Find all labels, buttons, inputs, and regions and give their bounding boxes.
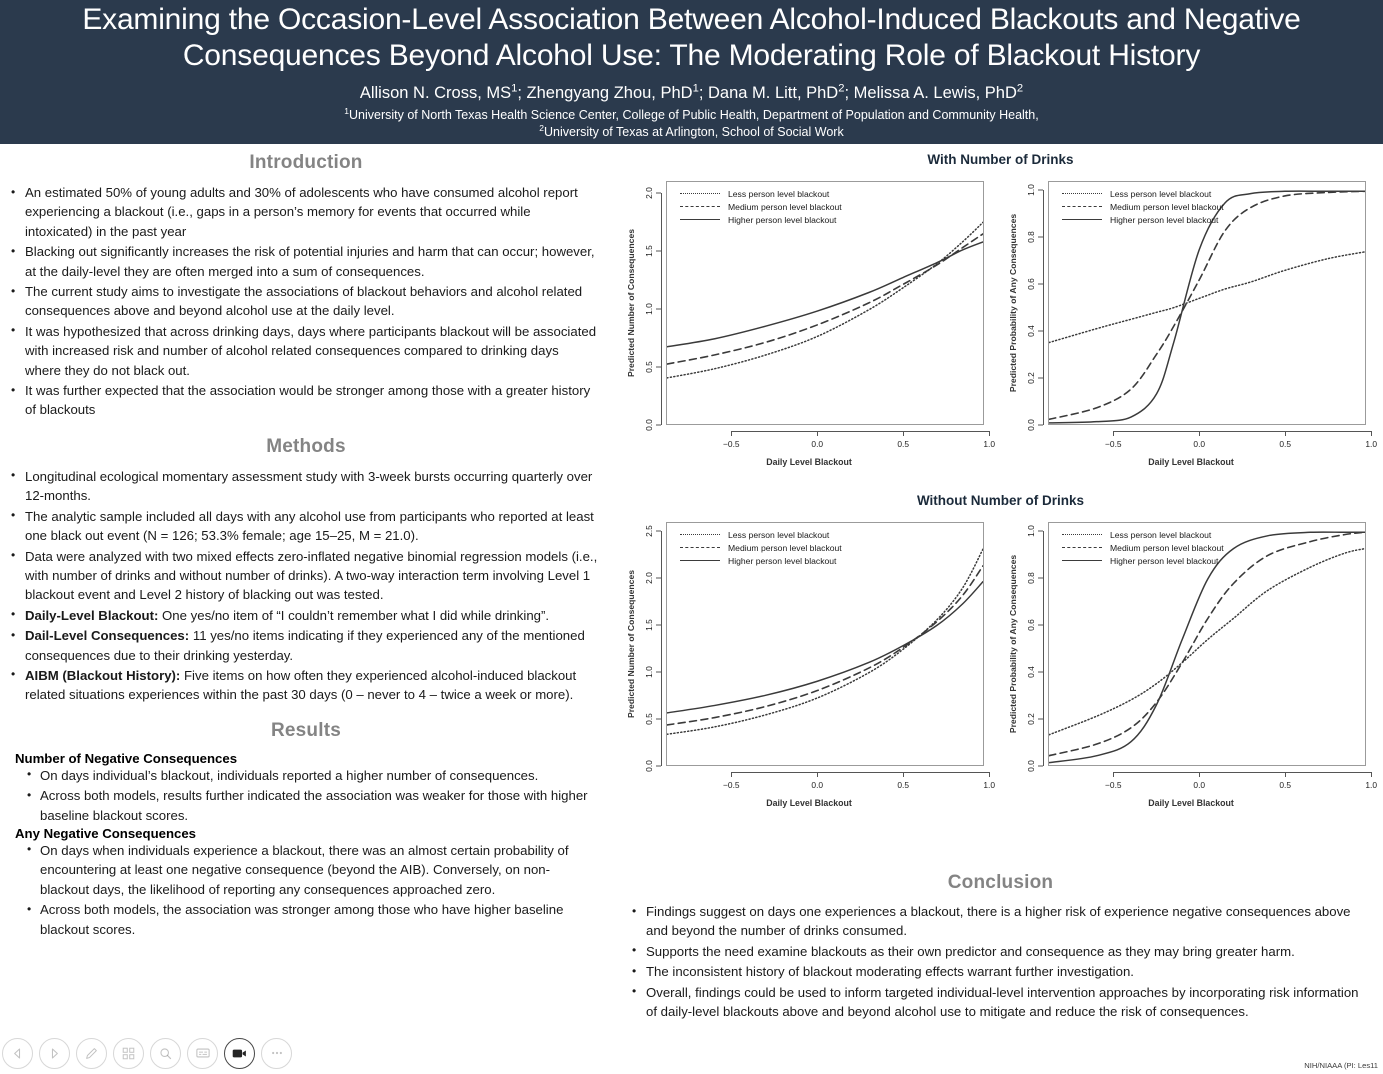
x-tick-mark xyxy=(731,431,732,436)
author-1-sup: 1 xyxy=(692,82,699,95)
x-tick-mark xyxy=(989,431,990,436)
results-bullets-any xyxy=(3,841,612,939)
author-2: Dana M. Litt, PhD xyxy=(708,84,839,102)
x-tick-mark xyxy=(1285,431,1286,436)
list-item: • Findings suggest on days one experiences a blackout, there is a higher risk of experience negative consequences above and beyond the number of drinks consumed. xyxy=(618,902,1383,941)
results-group-any xyxy=(0,826,612,939)
legend-label: Medium person level blackout xyxy=(1110,201,1224,212)
y-tick-mark xyxy=(1038,531,1043,532)
legend-label: Medium person level blackout xyxy=(1110,542,1224,553)
y-tick-mark xyxy=(1038,331,1043,332)
list-item-label: Dail-Level Consequences: xyxy=(25,628,190,644)
section-heading-introduction: Introduction xyxy=(249,152,363,173)
y-tick-label: 0.4 xyxy=(1026,666,1037,678)
x-tick-mark xyxy=(903,431,904,436)
figure-group-title-without-drinks: Without Number of Drinks xyxy=(916,493,1085,508)
y-tick-label: 0.0 xyxy=(644,760,655,772)
legend-key-dotted xyxy=(1062,189,1102,199)
x-axis-label: Daily Level Blackout xyxy=(1148,457,1234,467)
section-methods xyxy=(0,436,612,705)
y-tick-mark xyxy=(1038,578,1043,579)
x-tick-label: 1.0 xyxy=(983,439,995,449)
more-options-button[interactable] xyxy=(261,1038,292,1069)
y-tick-label: 0.5 xyxy=(644,713,655,725)
results-subheading-any: Any Negative Consequences xyxy=(15,825,197,841)
x-axis-line xyxy=(1113,772,1371,773)
legend-key-dotted xyxy=(680,189,720,199)
legend-key-solid xyxy=(680,556,720,566)
y-tick-mark xyxy=(1038,719,1043,720)
methods-bullets xyxy=(0,467,612,705)
legend-key-dotted xyxy=(680,530,720,540)
chart-legend xyxy=(680,528,842,567)
section-heading-methods: Methods xyxy=(266,435,346,457)
chart-legend xyxy=(680,187,842,226)
legend-item-2 xyxy=(680,554,842,567)
list-item-text: Longitudinal ecological momentary assessment study with 3-week bursts occurring quarterly over 12-months. xyxy=(25,468,593,504)
y-axis-line xyxy=(661,193,662,425)
list-item: • An estimated 50% of young adults and 30% of adolescents who have consumed alcohol report experiencing a blackout (i.e., gaps in a person’s memory for events that occurred while intoxicated) in the past year xyxy=(0,183,612,241)
y-tick-label: 0.6 xyxy=(1026,278,1037,291)
author-0: Allison N. Cross, MS xyxy=(359,84,512,102)
list-item-text: Data were analyzed with two mixed effects zero-inflated negative binomial regression models (i.e., with number of drinks and without number of drinks). A two-way interaction term involving Level 1 blackout event and Level 2 history of blacking out was tested. xyxy=(25,548,598,603)
x-tick-mark xyxy=(989,772,990,777)
subtitles-button[interactable] xyxy=(187,1038,218,1069)
author-1: Zhengyang Zhou, PhD xyxy=(526,84,693,102)
x-tick-label: −0.5 xyxy=(723,439,740,449)
x-tick-label: 0.5 xyxy=(1279,780,1292,790)
x-tick-label: −0.5 xyxy=(1105,439,1122,449)
legend-label: Medium person level blackout xyxy=(728,542,842,553)
page-title: Examining the Occasion-Level Association Between Alcohol-Induced Blackouts and Negative Consequences Beyond Alcohol Use: The Moderating Role of Blackout History xyxy=(82,3,1301,72)
x-tick-mark xyxy=(1285,772,1286,777)
introduction-bullets xyxy=(0,183,612,420)
poster-header xyxy=(0,0,1383,144)
y-tick-label: 2.0 xyxy=(644,572,655,585)
left-column xyxy=(0,152,612,940)
camera-icon xyxy=(231,1045,248,1062)
list-item xyxy=(0,626,612,665)
chevron-left-icon xyxy=(11,1047,24,1060)
list-item: • On days when individuals experience a blackout, there was an almost certain probability of encountering at least one negative consequence (beyond the AIB). Conversely, on non-blackout days, the likelihood of reporting any consequences approached zero. xyxy=(3,841,612,899)
y-tick-mark xyxy=(1038,237,1043,238)
figure-predicted-probability-without-drinks xyxy=(1000,510,1382,828)
y-tick-label: 0.2 xyxy=(1026,372,1037,384)
figure-group-title-with-drinks: With Number of Drinks xyxy=(927,152,1074,167)
y-tick-label: 0.2 xyxy=(1026,713,1037,725)
x-tick-label: 1.0 xyxy=(1365,780,1377,790)
figure-predicted-probability-with-drinks xyxy=(1000,169,1382,487)
legend-key-solid xyxy=(1062,556,1102,566)
legend-label: Less person level blackout xyxy=(728,529,830,540)
legend-key-solid xyxy=(680,215,720,225)
y-tick-label: 1.0 xyxy=(644,302,655,315)
y-axis-label: Predicted Number of Consequences xyxy=(626,228,637,378)
section-heading-results: Results xyxy=(270,719,342,741)
y-tick-mark xyxy=(1038,425,1043,426)
affiliation-2-text: University of Texas at Arlington, School of Social Work xyxy=(544,125,844,139)
legend-item-1 xyxy=(1062,200,1224,213)
y-tick-mark xyxy=(656,366,661,367)
x-tick-label: 0.5 xyxy=(1279,439,1292,449)
subtitles-icon xyxy=(196,1046,210,1060)
series-line-1 xyxy=(667,234,983,364)
list-item xyxy=(0,666,612,705)
list-item: • Blacking out significantly increases the risk of potential injuries and harm that can occur; however, at the daily-level they are often merged into a sum of consequences. xyxy=(0,242,612,281)
x-tick-label: 0.0 xyxy=(1193,439,1206,449)
list-item xyxy=(0,467,612,506)
magnifier-icon xyxy=(159,1047,172,1060)
list-item-text: Five items on how often they experienced alcohol-induced blackout related situations experiences within the past 30 days (0 – never to 4 – twice a week or more). xyxy=(25,667,577,703)
y-tick-mark xyxy=(656,719,661,720)
figures-column xyxy=(618,152,1383,828)
y-tick-label: 1.0 xyxy=(1026,184,1037,197)
x-tick-mark xyxy=(1371,772,1372,777)
y-axis-line xyxy=(1043,190,1044,425)
section-introduction xyxy=(0,152,612,420)
x-axis-line xyxy=(731,431,989,432)
ellipsis-icon xyxy=(270,1046,284,1060)
zoom-tool-button[interactable] xyxy=(150,1038,181,1069)
x-tick-label: 1.0 xyxy=(1365,439,1377,449)
x-tick-mark xyxy=(731,772,732,777)
x-axis-line xyxy=(1113,431,1371,432)
list-item: • It was further expected that the association would be stronger among those with a greater history of blackouts xyxy=(0,381,612,420)
y-tick-mark xyxy=(656,192,661,193)
y-tick-label: 0.4 xyxy=(1026,325,1037,337)
y-axis-label: Predicted Probability of Any Consequences xyxy=(1008,554,1018,734)
affiliation-1-sup: 1 xyxy=(344,105,349,116)
list-item-label: AIBM (Blackout History): xyxy=(25,667,181,683)
y-tick-mark xyxy=(1038,625,1043,626)
series-line-0 xyxy=(1049,549,1365,735)
y-tick-mark xyxy=(656,578,661,579)
legend-item-2 xyxy=(1062,213,1224,226)
y-tick-label: 0.5 xyxy=(644,361,655,373)
x-tick-label: 0.0 xyxy=(811,439,824,449)
results-subheading-number: Number of Negative Consequences xyxy=(15,750,238,766)
list-item-text: One yes/no item of “I couldn’t remember what I did while drinking”. xyxy=(158,607,550,623)
section-heading-conclusion: Conclusion xyxy=(947,872,1054,893)
x-tick-label: 0.0 xyxy=(1193,780,1206,790)
y-tick-label: 1.0 xyxy=(1026,525,1037,538)
y-tick-label: 0.6 xyxy=(1026,619,1037,632)
y-tick-label: 0.0 xyxy=(1026,419,1037,431)
x-tick-mark xyxy=(1371,431,1372,436)
pen-icon xyxy=(85,1047,98,1060)
x-tick-label: 0.5 xyxy=(897,780,910,790)
list-item: • On days individual’s blackout, individuals reported a higher number of consequences. xyxy=(3,766,612,785)
affiliation-1-text: University of North Texas Health Science Center, College of Public Health, Department of Population and Community Health, xyxy=(349,108,1039,122)
results-group-number xyxy=(0,751,612,825)
y-tick-label: 1.5 xyxy=(644,619,655,632)
affiliation-2-sup: 2 xyxy=(539,122,545,133)
legend-label: Medium person level blackout xyxy=(728,201,842,212)
x-tick-mark xyxy=(817,772,818,777)
plot-area xyxy=(1000,510,1382,828)
y-tick-mark xyxy=(1038,284,1043,285)
pen-tool-button[interactable] xyxy=(76,1038,107,1069)
legend-item-2 xyxy=(1062,554,1224,567)
author-2-sup: 2 xyxy=(838,82,845,95)
x-tick-label: 0.0 xyxy=(811,780,824,790)
legend-key-dashed xyxy=(680,202,720,212)
legend-item-0 xyxy=(1062,187,1224,200)
list-item: • Overall, findings could be used to inform targeted individual-level intervention approaches by incorporating risk information of daily-level blackouts above and beyond alcohol use to mitigate and reduce the risk of consequences. xyxy=(618,983,1383,1022)
legend-item-0 xyxy=(1062,528,1224,541)
chart-legend xyxy=(1062,528,1224,567)
series-line-2 xyxy=(667,582,983,713)
y-tick-mark xyxy=(656,531,661,532)
y-tick-label: 0.0 xyxy=(1026,760,1037,772)
legend-label: Higher person level blackout xyxy=(728,214,837,225)
legend-item-1 xyxy=(1062,541,1224,554)
legend-key-dotted xyxy=(1062,530,1102,540)
y-axis-label: Predicted Probability of Any Consequences xyxy=(1008,213,1018,393)
author-0-sup: 1 xyxy=(511,82,518,95)
legend-item-1 xyxy=(680,541,842,554)
y-tick-label: 2.0 xyxy=(644,186,655,199)
y-tick-label: 1.0 xyxy=(644,666,655,678)
x-tick-label: 1.0 xyxy=(983,780,995,790)
y-tick-mark xyxy=(656,308,661,309)
y-tick-mark xyxy=(656,250,661,251)
presentation-toolbar[interactable] xyxy=(2,1034,292,1072)
y-tick-mark xyxy=(656,425,661,426)
funding-note: NIH/NIAAA (PI: Les11 xyxy=(1304,1061,1378,1070)
legend-label: Higher person level blackout xyxy=(728,555,837,566)
slide-grid-button[interactable] xyxy=(113,1038,144,1069)
figure-predicted-number-with-drinks xyxy=(618,169,1000,487)
section-conclusion xyxy=(618,872,1383,1022)
list-item-text: 11 yes/no items indicating if they experienced any of the mentioned consequences due to their drinking yesterday. xyxy=(25,628,585,663)
list-item: • Across both models, results further indicated the association was weaker for those with higher baseline blackout scores. xyxy=(3,786,612,825)
legend-label: Less person level blackout xyxy=(1110,529,1212,540)
y-tick-label: 0.8 xyxy=(1026,572,1037,585)
y-axis-line xyxy=(1043,531,1044,766)
x-axis-label: Daily Level Blackout xyxy=(1148,798,1234,808)
affiliation-2 xyxy=(539,124,843,140)
y-tick-label: 2.5 xyxy=(644,525,655,538)
list-item: • Supports the need examine blackouts as their own predictor and consequence as they may bring greater harm. xyxy=(618,942,1383,961)
series-line-2 xyxy=(667,242,983,347)
x-tick-mark xyxy=(1113,772,1114,777)
series-line-0 xyxy=(667,549,983,734)
previous-slide-button[interactable] xyxy=(2,1038,33,1069)
author-list: Allison N. Cross, $MS^1$; Zhengyang Zhou, PhD$^1$; Dana M. Litt, PhD$^2$; Melissa A. Lewis, PhD$^2$ xyxy=(359,82,1024,102)
legend-key-dashed xyxy=(1062,202,1102,212)
list-item-text: The analytic sample included all days with any alcohol use from participants who reported at least one black out event (N = 126; 53.3% female; age 15–25, M = 21.0). xyxy=(25,508,594,544)
results-bullets-number xyxy=(3,766,612,825)
list-item xyxy=(0,606,612,625)
y-axis-line xyxy=(661,531,662,766)
x-tick-mark xyxy=(903,772,904,777)
series-line-1 xyxy=(667,566,983,725)
plot-area xyxy=(1000,169,1382,487)
list-item xyxy=(0,507,612,546)
affiliation-1 xyxy=(344,107,1038,123)
x-axis-label: Daily Level Blackout xyxy=(766,798,852,808)
y-tick-label: 0.0 xyxy=(644,419,655,431)
legend-key-solid xyxy=(1062,215,1102,225)
y-tick-mark xyxy=(1038,378,1043,379)
x-tick-mark xyxy=(1199,431,1200,436)
y-tick-mark xyxy=(656,766,661,767)
list-item-label: Daily-Level Blackout: xyxy=(25,607,159,623)
conclusion-bullets xyxy=(618,902,1383,1021)
x-tick-mark xyxy=(1113,431,1114,436)
chevron-right-icon xyxy=(48,1047,61,1060)
section-results xyxy=(0,720,612,939)
author-3-sup: 2 xyxy=(1016,82,1024,95)
figure-predicted-number-without-drinks xyxy=(618,510,1000,828)
y-tick-label: 0.8 xyxy=(1026,231,1037,244)
next-slide-button[interactable] xyxy=(39,1038,70,1069)
y-tick-mark xyxy=(1038,672,1043,673)
legend-key-dashed xyxy=(680,543,720,553)
grid-icon xyxy=(122,1047,135,1060)
legend-label: Less person level blackout xyxy=(728,188,830,199)
y-tick-mark xyxy=(1038,190,1043,191)
y-axis-label: Predicted Number of Consequences xyxy=(626,569,637,719)
legend-label: Less person level blackout xyxy=(1110,188,1212,199)
legend-item-0 xyxy=(680,187,842,200)
x-tick-label: 0.5 xyxy=(897,439,910,449)
list-item: • Across both models, the association was stronger among those who have higher baseline blackout scores. xyxy=(3,900,612,939)
chart-legend xyxy=(1062,187,1224,226)
x-axis-label: Daily Level Blackout xyxy=(766,457,852,467)
x-axis-line xyxy=(731,772,989,773)
camera-button[interactable] xyxy=(224,1038,255,1069)
x-tick-label: −0.5 xyxy=(723,780,740,790)
x-tick-mark xyxy=(1199,772,1200,777)
y-tick-mark xyxy=(656,672,661,673)
list-item xyxy=(0,547,612,605)
legend-key-dashed xyxy=(1062,543,1102,553)
list-item: • It was hypothesized that across drinking days, days where participants blackout will be associated with increased risk and number of alcohol related consequences compared to drinking days where they do not black out. xyxy=(0,322,612,380)
plot-area xyxy=(618,510,1000,828)
author-3: Melissa A. Lewis, PhD xyxy=(853,84,1017,102)
y-tick-mark xyxy=(656,625,661,626)
y-tick-mark xyxy=(1038,766,1043,767)
list-item: • The inconsistent history of blackout moderating effects warrant further investigation. xyxy=(618,962,1383,981)
plot-area xyxy=(618,169,1000,487)
x-tick-label: −0.5 xyxy=(1105,780,1122,790)
legend-item-2 xyxy=(680,213,842,226)
figure-row-without-drinks xyxy=(618,510,1383,828)
legend-label: Higher person level blackout xyxy=(1110,214,1219,225)
legend-item-1 xyxy=(680,200,842,213)
y-tick-label: 1.5 xyxy=(644,244,655,257)
legend-label: Higher person level blackout xyxy=(1110,555,1219,566)
x-tick-mark xyxy=(817,431,818,436)
figure-row-with-drinks xyxy=(618,169,1383,487)
legend-item-0 xyxy=(680,528,842,541)
list-item: • The current study aims to investigate the associations of blackout behaviors and alcohol related consequences above and beyond alcohol use at the daily level. xyxy=(0,282,612,321)
